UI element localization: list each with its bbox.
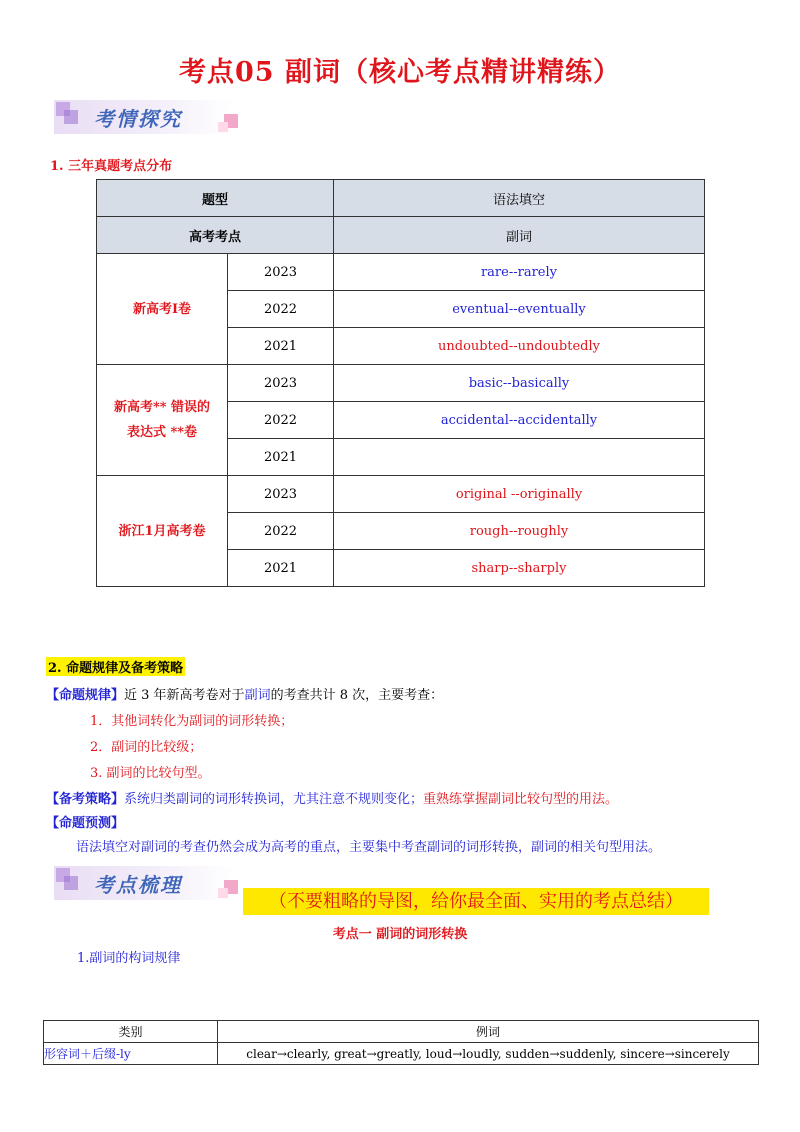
item-cell: accidental--accidentally	[334, 402, 705, 439]
table-header-value: 语法填空	[334, 180, 705, 217]
highlight-note: （不要粗略的导图，给你最全面、实用的考点总结）	[243, 888, 709, 915]
decorative-square-icon	[64, 110, 78, 124]
group-name-line: 浙江1月高考卷	[118, 523, 206, 539]
year-cell: 2022	[228, 513, 334, 550]
group-name	[97, 365, 228, 476]
year-cell: 2022	[228, 291, 334, 328]
item-cell	[334, 439, 705, 476]
year-cell: 2021	[228, 550, 334, 587]
table-header-label: 高考考点	[97, 217, 334, 254]
rule-text: 近 3 年新高考卷对于	[124, 688, 245, 703]
exam-distribution-table	[96, 179, 705, 587]
year-cell: 2023	[228, 476, 334, 513]
table-header-category: 类别	[44, 1021, 218, 1043]
rule-line	[46, 684, 443, 703]
predict-text: 语法填空对副词的考查仍然会成为高考的重点，主要集中考查副词的词形转换，副词的相关句型用法。	[76, 840, 662, 855]
item-cell: eventual--eventually	[334, 291, 705, 328]
year-cell: 2023	[228, 254, 334, 291]
rule-item: 1．其他词转化为副词的词形转换；	[90, 714, 294, 729]
subheading: 1.副词的构词规律	[77, 951, 181, 966]
decorative-square-icon	[218, 122, 228, 132]
section2-heading: 2. 命题规律及备考策略	[46, 657, 185, 676]
section-banner-exam-analysis	[54, 100, 244, 138]
group-name-line: 新高考I卷	[132, 301, 192, 317]
group-name-line: 新高考** 错误的	[113, 400, 211, 415]
item-cell: original --originally	[334, 476, 705, 513]
banner-label: 考情探究	[94, 107, 182, 131]
decorative-square-icon	[218, 888, 228, 898]
group-name	[97, 476, 228, 587]
item-cell: sharp--sharply	[334, 550, 705, 587]
table-header-value: 副词	[334, 217, 705, 254]
rule-tag: 【命题规律】	[46, 688, 125, 703]
predict-line	[46, 812, 124, 831]
rule-keyword: 副词	[244, 688, 271, 703]
year-cell: 2021	[228, 328, 334, 365]
examples-cell: clear→clearly, great→greatly, loud→loudly, sudden→suddenly, sincere→sincerely	[218, 1043, 759, 1065]
strategy-text: 系统归类副词的词形转换词，尤其注意不规则变化；	[124, 792, 424, 807]
strategy-text-highlight: 重熟练掌握副词比较句型的用法。	[423, 792, 619, 807]
word-formation-table	[43, 1020, 759, 1065]
strategy-line	[46, 788, 618, 807]
item-cell: basic--basically	[334, 365, 705, 402]
predict-tag: 【命题预测】	[46, 816, 125, 831]
section-banner-key-points	[54, 866, 244, 904]
rule-item: 2．副词的比较级；	[90, 740, 203, 755]
item-cell: undoubted--undoubtedly	[334, 328, 705, 365]
year-cell: 2022	[228, 402, 334, 439]
section1-heading: 1. 三年真题考点分布	[50, 159, 173, 174]
group-name	[97, 254, 228, 365]
rule-text: 的考查共计 8 次，主要考查：	[270, 688, 444, 703]
table-header-label: 题型	[97, 180, 334, 217]
kaodian-heading: 考点一 副词的词形转换	[332, 927, 468, 942]
banner-label: 考点梳理	[94, 873, 182, 897]
category-cell: 形容词＋后缀-ly	[44, 1043, 218, 1065]
decorative-square-icon	[64, 876, 78, 890]
group-name-line: 表达式 **卷	[126, 425, 198, 440]
year-cell: 2021	[228, 439, 334, 476]
item-cell: rough--roughly	[334, 513, 705, 550]
item-cell: rare--rarely	[334, 254, 705, 291]
strategy-tag: 【备考策略】	[46, 792, 125, 807]
page-title: 考点05 副词（核心考点精讲精练）	[179, 57, 621, 88]
rule-item: 3. 副词的比较句型。	[90, 766, 211, 781]
table-header-examples: 例词	[218, 1021, 759, 1043]
year-cell: 2023	[228, 365, 334, 402]
